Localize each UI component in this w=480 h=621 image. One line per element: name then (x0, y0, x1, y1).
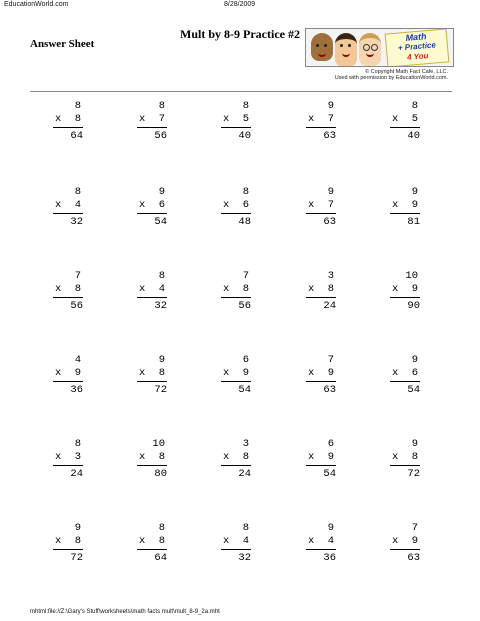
multiplier: 7 (327, 199, 334, 211)
times-sign: x (55, 113, 62, 125)
multiplier: 9 (242, 367, 249, 379)
multiplier: 8 (411, 451, 418, 463)
product: 56 (238, 300, 251, 312)
times-sign: x (308, 283, 315, 295)
multiplier: 9 (327, 367, 334, 379)
logo-card (385, 28, 450, 67)
product: 24 (70, 468, 83, 480)
multiplicand: 6 (327, 438, 334, 450)
problem-3-1 (40, 270, 96, 318)
problem-6-3 (208, 522, 264, 570)
answer-line (137, 381, 167, 382)
boy-glasses-face-icon (359, 33, 381, 66)
product: 64 (154, 552, 167, 564)
product: 40 (407, 130, 420, 142)
times-sign: x (308, 199, 315, 211)
product: 54 (238, 384, 251, 396)
multiplicand: 4 (74, 354, 81, 366)
answer-line (53, 127, 83, 128)
multiplier: 9 (411, 199, 418, 211)
product: 90 (407, 300, 420, 312)
multiplicand: 6 (242, 354, 249, 366)
answer-line (137, 549, 167, 550)
product: 32 (154, 300, 167, 312)
problem-5-2 (124, 438, 180, 486)
problem-5-1 (40, 438, 96, 486)
multiplicand: 8 (411, 100, 418, 112)
multiplicand: 8 (158, 522, 165, 534)
problem-2-2 (124, 186, 180, 234)
product: 80 (154, 468, 167, 480)
product: 63 (323, 384, 336, 396)
logo-text-math: Math (405, 31, 427, 43)
answer-line (390, 127, 420, 128)
multiplier: 4 (327, 535, 334, 547)
answer-line (390, 465, 420, 466)
problem-1-5 (377, 100, 433, 148)
multiplier: 9 (74, 367, 81, 379)
product: 32 (238, 552, 251, 564)
multiplicand: 10 (152, 438, 165, 450)
times-sign: x (139, 283, 146, 295)
product: 54 (323, 468, 336, 480)
multiplicand: 9 (411, 186, 418, 198)
multiplicand: 3 (327, 270, 334, 282)
times-sign: x (392, 535, 399, 547)
problem-2-3 (208, 186, 264, 234)
problem-3-3 (208, 270, 264, 318)
times-sign: x (223, 367, 230, 379)
multiplier: 8 (158, 451, 165, 463)
answer-line (137, 297, 167, 298)
answer-line (306, 127, 336, 128)
multiplier: 6 (158, 199, 165, 211)
problem-1-3 (208, 100, 264, 148)
times-sign: x (308, 113, 315, 125)
times-sign: x (392, 113, 399, 125)
print-date: 8/28/2009 (224, 1, 256, 8)
problem-4-2 (124, 354, 180, 402)
answer-line (390, 213, 420, 214)
answer-line (221, 297, 251, 298)
answer-line (221, 549, 251, 550)
multiplier: 8 (74, 283, 81, 295)
multiplicand: 9 (158, 186, 165, 198)
times-sign: x (392, 283, 399, 295)
multiplicand: 9 (158, 354, 165, 366)
problem-5-4 (293, 438, 349, 486)
product: 64 (70, 130, 83, 142)
multiplicand: 8 (242, 186, 249, 198)
problem-2-4 (293, 186, 349, 234)
answer-line (137, 213, 167, 214)
multiplier: 9 (411, 283, 418, 295)
problem-4-4 (293, 354, 349, 402)
problem-4-3 (208, 354, 264, 402)
times-sign: x (55, 367, 62, 379)
multiplicand: 9 (327, 100, 334, 112)
times-sign: x (55, 199, 62, 211)
multiplicand: 9 (411, 438, 418, 450)
multiplier: 6 (411, 367, 418, 379)
answer-line (306, 465, 336, 466)
product: 81 (407, 216, 420, 228)
multiplier: 9 (327, 451, 334, 463)
multiplicand: 8 (158, 100, 165, 112)
multiplicand: 10 (405, 270, 418, 282)
problem-2-5 (377, 186, 433, 234)
answer-line (137, 465, 167, 466)
multiplier: 8 (158, 367, 165, 379)
multiplier: 6 (242, 199, 249, 211)
times-sign: x (392, 367, 399, 379)
product: 32 (70, 216, 83, 228)
problem-4-5 (377, 354, 433, 402)
answer-line (53, 549, 83, 550)
problem-6-5 (377, 522, 433, 570)
times-sign: x (223, 535, 230, 547)
times-sign: x (223, 283, 230, 295)
answer-line (306, 381, 336, 382)
multiplier: 8 (242, 283, 249, 295)
answer-line (53, 465, 83, 466)
multiplicand: 7 (242, 270, 249, 282)
times-sign: x (55, 535, 62, 547)
problem-3-5 (377, 270, 433, 318)
product: 63 (323, 130, 336, 142)
times-sign: x (55, 451, 62, 463)
answer-line (137, 127, 167, 128)
problem-2-1 (40, 186, 96, 234)
boy-face-icon (311, 33, 333, 61)
problem-4-1 (40, 354, 96, 402)
multiplicand: 7 (74, 270, 81, 282)
product: 63 (323, 216, 336, 228)
times-sign: x (139, 367, 146, 379)
answer-line (306, 549, 336, 550)
multiplier: 4 (242, 535, 249, 547)
problem-6-2 (124, 522, 180, 570)
product: 54 (154, 216, 167, 228)
product: 72 (70, 552, 83, 564)
problem-3-2 (124, 270, 180, 318)
math-practice-logo (305, 28, 454, 67)
multiplicand: 9 (327, 186, 334, 198)
logo-text-4you: 4 You (406, 51, 429, 62)
multiplicand: 3 (242, 438, 249, 450)
multiplicand: 9 (327, 522, 334, 534)
multiplicand: 8 (74, 438, 81, 450)
answer-line (53, 381, 83, 382)
answer-line (390, 549, 420, 550)
logo-text-practice: + Practice (397, 40, 437, 53)
times-sign: x (55, 283, 62, 295)
product: 72 (407, 468, 420, 480)
times-sign: x (223, 451, 230, 463)
multiplicand: 8 (74, 100, 81, 112)
product: 24 (323, 300, 336, 312)
multiplier: 8 (242, 451, 249, 463)
times-sign: x (139, 199, 146, 211)
multiplier: 5 (411, 113, 418, 125)
problem-3-4 (293, 270, 349, 318)
multiplier: 4 (74, 199, 81, 211)
answer-line (221, 465, 251, 466)
times-sign: x (139, 535, 146, 547)
answer-line (221, 127, 251, 128)
times-sign: x (392, 451, 399, 463)
answer-line (306, 297, 336, 298)
multiplicand: 9 (411, 354, 418, 366)
answer-line (53, 297, 83, 298)
multiplier: 8 (74, 535, 81, 547)
times-sign: x (223, 199, 230, 211)
multiplicand: 8 (158, 270, 165, 282)
answer-sheet-label: Answer Sheet (30, 38, 95, 50)
product: 40 (238, 130, 251, 142)
file-path-footer: mhtml:file://Z:\Gary's Stuff\worksheets\math facts mult\mult_8-9_2a.mht (30, 609, 220, 615)
product: 48 (238, 216, 251, 228)
answer-line (390, 381, 420, 382)
product: 56 (154, 130, 167, 142)
product: 36 (70, 384, 83, 396)
product: 24 (238, 468, 251, 480)
multiplicand: 8 (242, 522, 249, 534)
header-divider (30, 91, 452, 92)
girl-face-icon (335, 33, 357, 67)
problem-6-4 (293, 522, 349, 570)
multiplicand: 8 (242, 100, 249, 112)
times-sign: x (308, 367, 315, 379)
problem-6-1 (40, 522, 96, 570)
times-sign: x (392, 199, 399, 211)
multiplier: 9 (411, 535, 418, 547)
multiplicand: 9 (74, 522, 81, 534)
times-sign: x (308, 451, 315, 463)
times-sign: x (139, 113, 146, 125)
answer-line (53, 213, 83, 214)
answer-line (221, 381, 251, 382)
problem-1-4 (293, 100, 349, 148)
problem-1-2 (124, 100, 180, 148)
product: 36 (323, 552, 336, 564)
product: 63 (407, 552, 420, 564)
site-name: EducationWorld.com (4, 1, 69, 8)
multiplicand: 7 (411, 522, 418, 534)
answer-line (306, 213, 336, 214)
product: 72 (154, 384, 167, 396)
worksheet-title: Mult by 8-9 Practice #2 (180, 27, 300, 41)
multiplier: 7 (327, 113, 334, 125)
multiplier: 5 (242, 113, 249, 125)
product: 54 (407, 384, 420, 396)
multiplier: 7 (158, 113, 165, 125)
times-sign: x (223, 113, 230, 125)
product: 56 (70, 300, 83, 312)
multiplicand: 7 (327, 354, 334, 366)
multiplier: 8 (327, 283, 334, 295)
problem-1-1 (40, 100, 96, 148)
multiplier: 8 (74, 113, 81, 125)
multiplier: 4 (158, 283, 165, 295)
multiplicand: 8 (74, 186, 81, 198)
answer-line (390, 297, 420, 298)
copyright-line: © Copyright Math Fact Cafe, LLC. (365, 69, 448, 75)
multiplier: 8 (158, 535, 165, 547)
multiplier: 3 (74, 451, 81, 463)
problem-5-3 (208, 438, 264, 486)
times-sign: x (139, 451, 146, 463)
answer-line (221, 213, 251, 214)
permission-line: Used with permission by EducationWorld.com. (334, 75, 448, 81)
times-sign: x (308, 535, 315, 547)
problem-5-5 (377, 438, 433, 486)
